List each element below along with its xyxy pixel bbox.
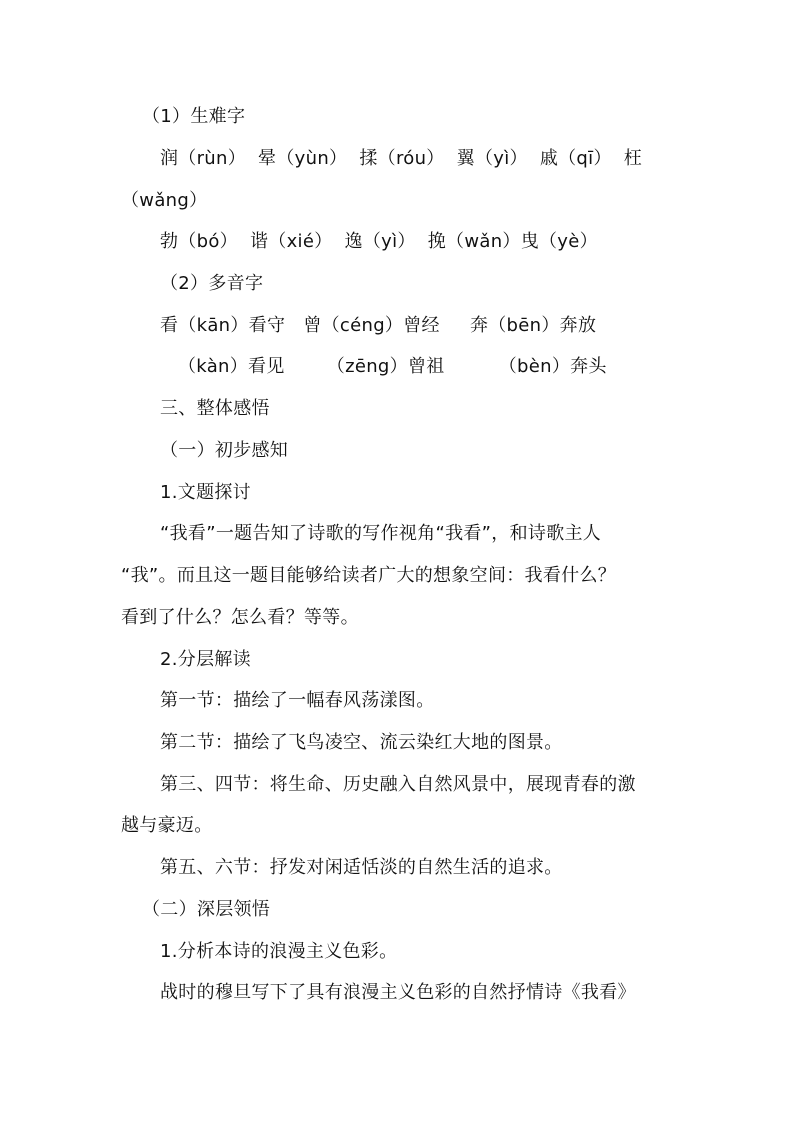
paragraph-line: 第五、六节：抒发对闲适恬淡的自然生活的追求。 (160, 857, 563, 878)
paragraph-line: （kàn）看见 （zēng）曾祖 （bèn）奔头 (178, 356, 607, 377)
paragraph-line: 越与豪迈。 (121, 815, 213, 836)
subsection-heading: （一）初步感知 (160, 440, 289, 461)
paragraph-line: “我看”一题告知了诗歌的写作视角“我看”，和诗歌主人 (160, 523, 602, 544)
paragraph-line: 看（kān）看守 曾（céng）曾经 奔（bēn）奔放 (160, 315, 597, 336)
subheading-difficult-characters: （1）生难字 (142, 106, 246, 127)
paragraph-line: 勃（bó） 谐（xié） 逸（yì） 挽（wǎn）曳（yè） (160, 231, 598, 252)
paragraph-line: 第二节：描绘了飞鸟凌空、流云染红大地的图景。 (160, 732, 563, 753)
item-heading: 1.分析本诗的浪漫主义色彩。 (160, 941, 398, 962)
paragraph-line: 战时的穆旦写下了具有浪漫主义色彩的自然抒情诗《我看》 (160, 982, 636, 1003)
item-heading: 2.分层解读 (160, 649, 251, 670)
subheading-polyphonic-characters: （2）多音字 (160, 273, 264, 294)
section-heading: 三、整体感悟 (160, 398, 270, 419)
paragraph-line: “我”。而且这一题目能够给读者广大的想象空间：我看什么？ (121, 565, 617, 586)
paragraph-line: 第三、四节：将生命、历史融入自然风景中，展现青春的激 (160, 774, 636, 795)
item-heading: 1.文题探讨 (160, 482, 251, 503)
subsection-heading: （二）深层领悟 (142, 899, 271, 920)
paragraph-line: 第一节：描绘了一幅春风荡漾图。 (160, 690, 435, 711)
paragraph-line: （wǎng） (121, 190, 208, 211)
paragraph-line: 看到了什么？怎么看？等等。 (121, 607, 359, 628)
paragraph-line: 润（rùn） 晕（yùn） 揉（róu） 翼（yì） 戚（qī） 枉 (160, 148, 643, 169)
